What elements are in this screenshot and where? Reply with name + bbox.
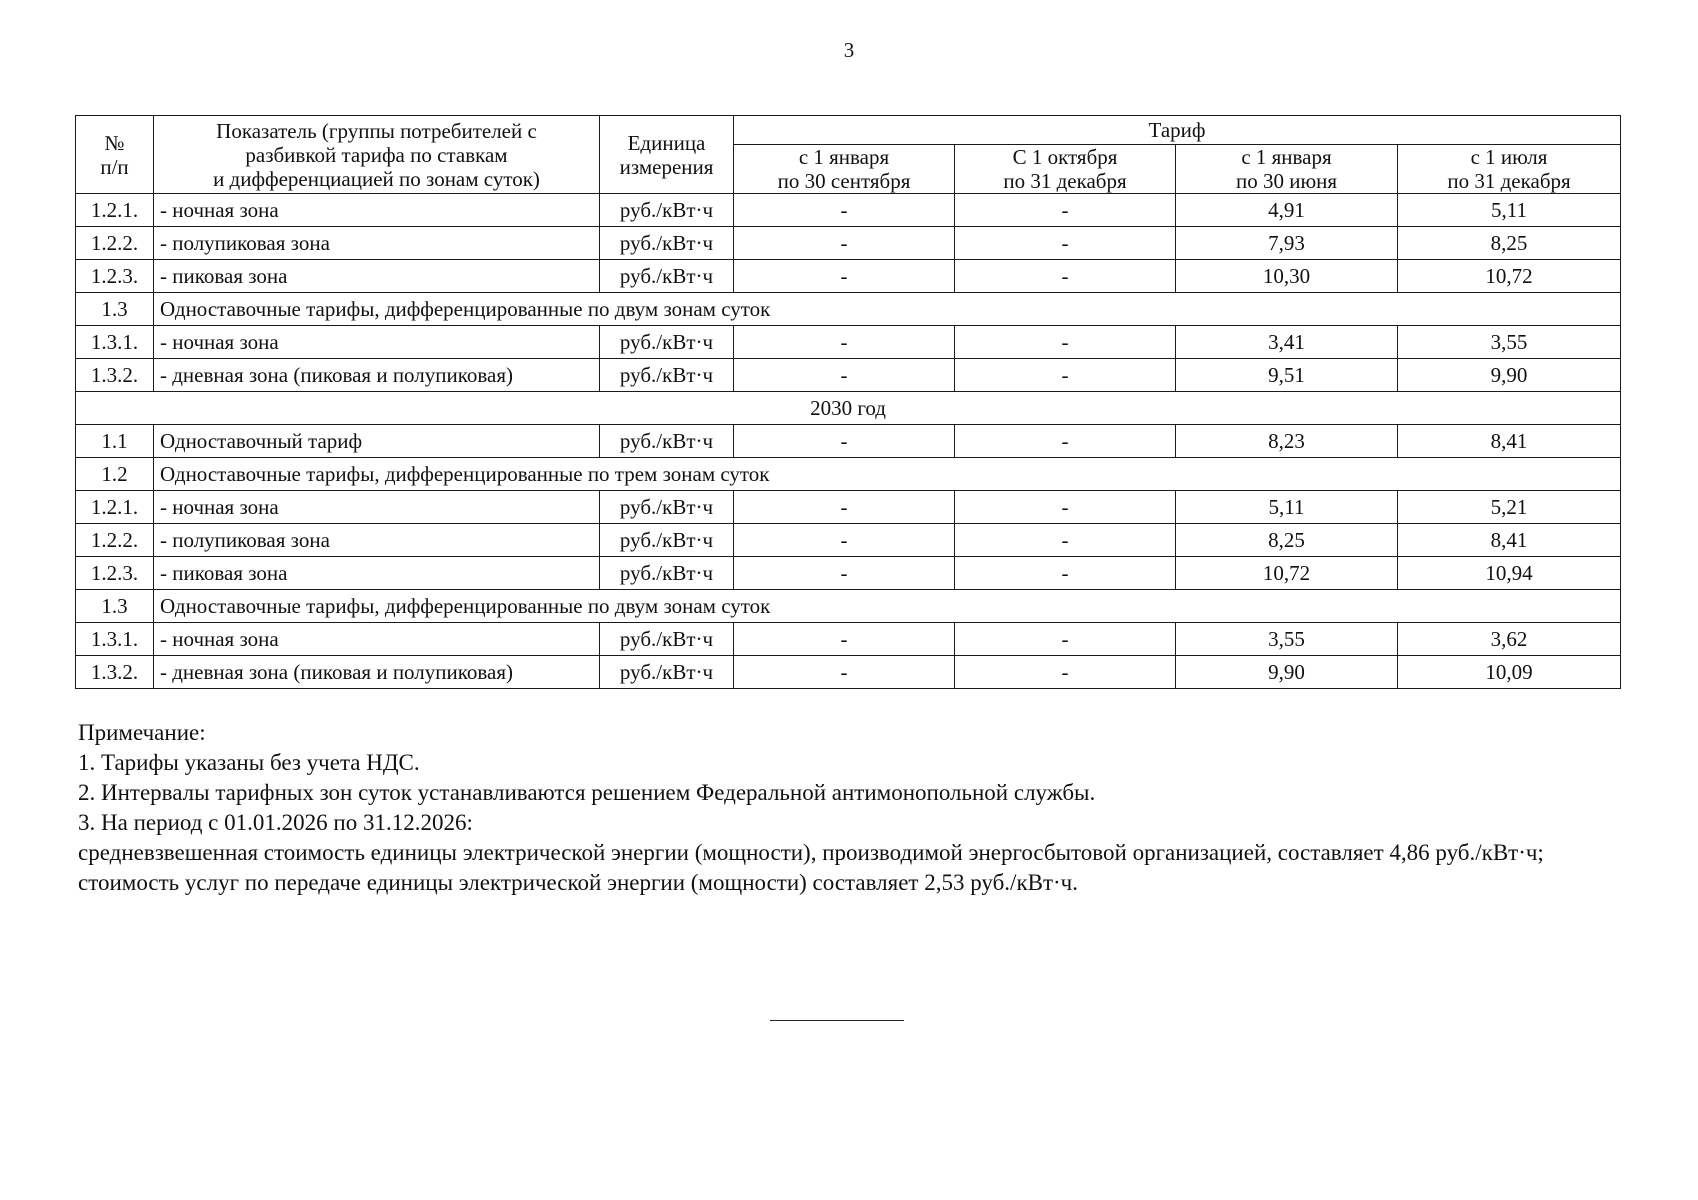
- unit-cell: руб./кВт·ч: [600, 326, 734, 359]
- note-item: 2. Интервалы тарифных зон суток устанавливаются решением Федеральной антимонопольной службы.: [78, 780, 1096, 805]
- table-row: [76, 326, 1621, 359]
- header-period: с 1 января по 30 сентября: [734, 145, 955, 194]
- table-row: [76, 227, 1621, 260]
- tariff-value: 3,55: [1176, 623, 1398, 656]
- tariff-value: 9,51: [1176, 359, 1398, 392]
- tariff-value: 9,90: [1176, 656, 1398, 689]
- row-number: 1.3: [76, 293, 154, 326]
- tariff-value: -: [734, 260, 955, 293]
- tariff-value: -: [734, 227, 955, 260]
- table-header: [76, 116, 1621, 194]
- tariff-value: -: [734, 656, 955, 689]
- table-body: [76, 194, 1621, 689]
- group-row: [76, 458, 1621, 491]
- indicator-label: - пиковая зона: [154, 260, 600, 293]
- unit-cell: руб./кВт·ч: [600, 524, 734, 557]
- tariff-value: 8,41: [1398, 425, 1621, 458]
- note-item: стоимость услуг по передаче единицы электрической энергии (мощности) составляет 2,53 руб./кВт·ч.: [78, 870, 1078, 895]
- row-number: 1.2.1.: [76, 491, 154, 524]
- tariff-value: 10,94: [1398, 557, 1621, 590]
- indicator-label: - ночная зона: [154, 326, 600, 359]
- unit-cell: руб./кВт·ч: [600, 557, 734, 590]
- table-row: [76, 623, 1621, 656]
- tariff-value: 10,30: [1176, 260, 1398, 293]
- tariff-value: 9,90: [1398, 359, 1621, 392]
- notes-title: Примечание:: [78, 720, 206, 745]
- unit-cell: руб./кВт·ч: [600, 623, 734, 656]
- tariff-value: -: [734, 425, 955, 458]
- tariff-value: 10,72: [1398, 260, 1621, 293]
- group-row: [76, 590, 1621, 623]
- header-period: с 1 июля по 31 декабря: [1398, 145, 1621, 194]
- tariff-value: 5,21: [1398, 491, 1621, 524]
- tariff-table: [75, 115, 1621, 689]
- note-item: средневзвешенная стоимость единицы электрической энергии (мощности), производимой энергосбытовой организацией, составляет 4,86 руб./кВт·ч;: [78, 840, 1544, 865]
- tariff-value: -: [734, 326, 955, 359]
- tariff-value: 8,41: [1398, 524, 1621, 557]
- row-number: 1.2.1.: [76, 194, 154, 227]
- note-item: 3. На период с 01.01.2026 по 31.12.2026:: [78, 810, 473, 835]
- end-divider: [770, 1020, 904, 1021]
- table-row: [76, 359, 1621, 392]
- page-number: 3: [843, 38, 855, 62]
- unit-cell: руб./кВт·ч: [600, 260, 734, 293]
- tariff-value: 8,25: [1176, 524, 1398, 557]
- group-label: Одноставочные тарифы, дифференцированные по трем зонам суток: [154, 458, 1621, 491]
- header-unit: Единица измерения: [600, 116, 734, 194]
- indicator-label: - ночная зона: [154, 194, 600, 227]
- tariff-value: 8,23: [1176, 425, 1398, 458]
- tariff-value: -: [734, 524, 955, 557]
- tariff-value: 10,72: [1176, 557, 1398, 590]
- table-row: [76, 425, 1621, 458]
- table-row: [76, 194, 1621, 227]
- tariff-value: 5,11: [1176, 491, 1398, 524]
- header-period: с 1 января по 30 июня: [1176, 145, 1398, 194]
- tariff-value: 3,41: [1176, 326, 1398, 359]
- indicator-label: - ночная зона: [154, 491, 600, 524]
- tariff-value: -: [734, 623, 955, 656]
- table-row: [76, 491, 1621, 524]
- tariff-value: -: [955, 557, 1176, 590]
- year-label: 2030 год: [76, 392, 1621, 425]
- tariff-value: 5,11: [1398, 194, 1621, 227]
- indicator-label: - пиковая зона: [154, 557, 600, 590]
- group-label: Одноставочные тарифы, дифференцированные по двум зонам суток: [154, 293, 1621, 326]
- tariff-value: -: [734, 557, 955, 590]
- row-number: 1.3.2.: [76, 656, 154, 689]
- row-number: 1.2.3.: [76, 557, 154, 590]
- tariff-value: 3,62: [1398, 623, 1621, 656]
- table-row: [76, 557, 1621, 590]
- row-number: 1.3.2.: [76, 359, 154, 392]
- tariff-value: -: [955, 194, 1176, 227]
- tariff-value: -: [955, 227, 1176, 260]
- table-row: [76, 524, 1621, 557]
- row-number: 1.2: [76, 458, 154, 491]
- header-indicator: Показатель (группы потребителей с разбивкой тарифа по ставкам и дифференциацией по зонам суток): [154, 116, 600, 194]
- row-number: 1.2.2.: [76, 524, 154, 557]
- row-number: 1.2.2.: [76, 227, 154, 260]
- row-number: 1.3.1.: [76, 623, 154, 656]
- row-number: 1.1: [76, 425, 154, 458]
- group-row: [76, 293, 1621, 326]
- group-label: Одноставочные тарифы, дифференцированные по двум зонам суток: [154, 590, 1621, 623]
- unit-cell: руб./кВт·ч: [600, 425, 734, 458]
- indicator-label: - полупиковая зона: [154, 524, 600, 557]
- row-number: 1.2.3.: [76, 260, 154, 293]
- unit-cell: руб./кВт·ч: [600, 656, 734, 689]
- tariff-value: -: [955, 623, 1176, 656]
- table-row: [76, 656, 1621, 689]
- indicator-label: - дневная зона (пиковая и полупиковая): [154, 656, 600, 689]
- row-number: 1.3.1.: [76, 326, 154, 359]
- indicator-label: Одноставочный тариф: [154, 425, 600, 458]
- indicator-label: - ночная зона: [154, 623, 600, 656]
- header-tariff: Тариф: [734, 116, 1621, 145]
- tariff-value: -: [955, 491, 1176, 524]
- tariff-value: 10,09: [1398, 656, 1621, 689]
- tariff-value: -: [955, 425, 1176, 458]
- tariff-value: -: [955, 656, 1176, 689]
- tariff-value: 8,25: [1398, 227, 1621, 260]
- header-period: С 1 октября по 31 декабря: [955, 145, 1176, 194]
- unit-cell: руб./кВт·ч: [600, 491, 734, 524]
- indicator-label: - дневная зона (пиковая и полупиковая): [154, 359, 600, 392]
- tariff-value: -: [955, 326, 1176, 359]
- tariff-value: 7,93: [1176, 227, 1398, 260]
- tariff-value: -: [955, 260, 1176, 293]
- tariff-value: -: [955, 359, 1176, 392]
- unit-cell: руб./кВт·ч: [600, 194, 734, 227]
- year-row: [76, 392, 1621, 425]
- row-number: 1.3: [76, 590, 154, 623]
- unit-cell: руб./кВт·ч: [600, 227, 734, 260]
- tariff-value: -: [734, 194, 955, 227]
- tariff-value: -: [734, 359, 955, 392]
- header-number: № п/п: [76, 116, 154, 194]
- tariff-value: 3,55: [1398, 326, 1621, 359]
- tariff-value: -: [734, 491, 955, 524]
- indicator-label: - полупиковая зона: [154, 227, 600, 260]
- note-item: 1. Тарифы указаны без учета НДС.: [78, 750, 420, 775]
- notes: [78, 718, 1618, 898]
- table-row: [76, 260, 1621, 293]
- tariff-value: 4,91: [1176, 194, 1398, 227]
- unit-cell: руб./кВт·ч: [600, 359, 734, 392]
- tariff-value: -: [955, 524, 1176, 557]
